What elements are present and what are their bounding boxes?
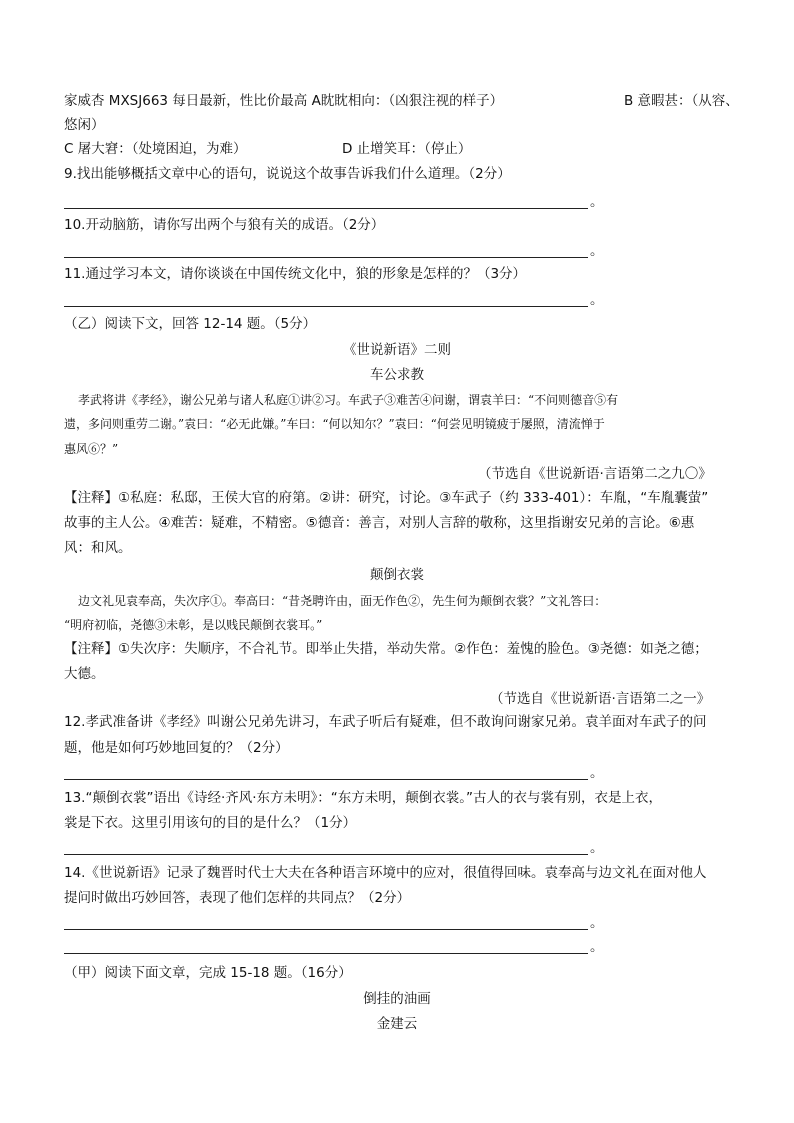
options-line-a: 家威杏 MXSJ663 每日最新，性比价最高 A眈眈相向：（凶狠注视的样子） <box>64 93 504 109</box>
answer-line-13[interactable] <box>64 854 588 855</box>
answer-end-mark: 。 <box>590 765 604 781</box>
question-12-line: 12.孝武准备讲《孝经》叫谢公兄弟先讲习，车武子听后有疑难，但不敢询问谢家兄弟。袁羊面对车武子的问 <box>64 714 707 730</box>
story2-title: 颠倒衣裳 <box>370 567 424 583</box>
story2-text-line: 边文礼见袁奉高，失次序①。奉高曰：“昔尧聘许由，面无作色②，先生何为颠倒衣裳？”文礼答曰： <box>78 594 607 608</box>
story1-title: 车公求教 <box>370 367 424 383</box>
answer-line-9[interactable] <box>64 208 588 209</box>
book-title: 《世说新语》二则 <box>343 342 451 358</box>
answer-end-mark: 。 <box>590 292 604 308</box>
story1-note-line: 【注释】①私庭：私邸，王侯大官的府第。②讲：研究，讨论。③车武子（约 333-401）：车胤，“车胤囊萤” <box>64 490 709 506</box>
answer-end-mark: 。 <box>590 939 604 955</box>
answer-end-mark: 。 <box>590 915 604 931</box>
story1-note-line: 风：和风。 <box>64 540 132 556</box>
story1-note-line: 故事的主人公。④难苦：疑难，不精密。⑤德音：善言，对别人言辞的敬称，这里指谢安兄弟的言论。⑥惠 <box>64 515 695 531</box>
story2-text-line: “明府初临，尧德③未彰，是以贱民颠倒衣裳耳。” <box>64 618 323 632</box>
question-14-line: 提问时做出巧妙回答，表现了他们怎样的共同点？（2分） <box>64 890 411 906</box>
story1-text-line: 遗，多问则重劳二谢。”袁曰：“必无此嫌。”车曰：“何以知尔？”袁曰：“何尝见明镜疲于屡照，清流惮于 <box>64 417 605 431</box>
story2-note-line: 【注释】①失次序：失顺序，不合礼节。即举止失措，举动失常。②作色：羞愧的脸色。③尧德：如尧之德； <box>64 641 708 657</box>
answer-line-14a[interactable] <box>64 929 588 930</box>
article-title: 倒挂的油画 <box>363 991 431 1007</box>
question-14-line: 14.《世说新语》记录了魏晋时代士大夫在各种语言环境中的应对，很值得回味。袁奉高与边文礼在面对他人 <box>64 865 707 881</box>
story1-text-line: 孝武将讲《孝经》，谢公兄弟与诸人私庭①讲②习。车武子③难苦④问谢，谓袁羊曰：“不问则德音⑤有 <box>78 393 619 407</box>
question-9: 9.找出能够概括文章中心的语句，说说这个故事告诉我们什么道理。（2分） <box>64 166 511 182</box>
answer-end-mark: 。 <box>590 840 604 856</box>
article-author: 金建云 <box>376 1016 418 1032</box>
options-line-b: B 意暇甚：（从容、 <box>624 93 739 109</box>
question-10: 10.开动脑筋，请你写出两个与狼有关的成语。（2分） <box>64 217 385 233</box>
answer-line-10[interactable] <box>64 257 588 258</box>
question-13-line: 裳是下衣。这里引用该句的目的是什么？（1分） <box>64 815 357 831</box>
answer-end-mark: 。 <box>590 243 604 259</box>
options-line-b-cont: 悠闲） <box>64 117 105 133</box>
question-12-line: 题，他是如何巧妙地回复的？（2分） <box>64 740 289 756</box>
question-11: 11.通过学习本文，请你谈谈在中国传统文化中，狼的形象是怎样的？（3分） <box>64 266 527 282</box>
story1-source: （节选自《世说新语·言语第二之九〇》 <box>478 466 712 482</box>
story2-source: （节选自《世说新语·言语第二之一》 <box>490 691 711 707</box>
story2-note-line: 大德。 <box>64 666 105 682</box>
answer-line-12[interactable] <box>64 779 588 780</box>
story1-text-line: 惠风⑥？” <box>64 442 119 456</box>
answer-end-mark: 。 <box>590 194 604 210</box>
answer-line-11[interactable] <box>64 306 588 307</box>
section-yi-heading: （乙）阅读下文，回答 12-14 题。（5分） <box>64 316 317 332</box>
option-d: D 止增笑耳：（停止） <box>342 141 472 157</box>
question-13-line: 13.“颠倒衣裳”语出《诗经·齐风·东方未明》：“东方未明，颠倒衣裳。”古人的衣与裳有别，衣是上衣， <box>64 790 663 806</box>
section-jia-heading: （甲）阅读下面文章，完成 15-18 题。（16分） <box>64 965 352 981</box>
answer-line-14b[interactable] <box>64 953 588 954</box>
option-c: C 屠大窘：（处境困迫，为难） <box>64 141 247 157</box>
